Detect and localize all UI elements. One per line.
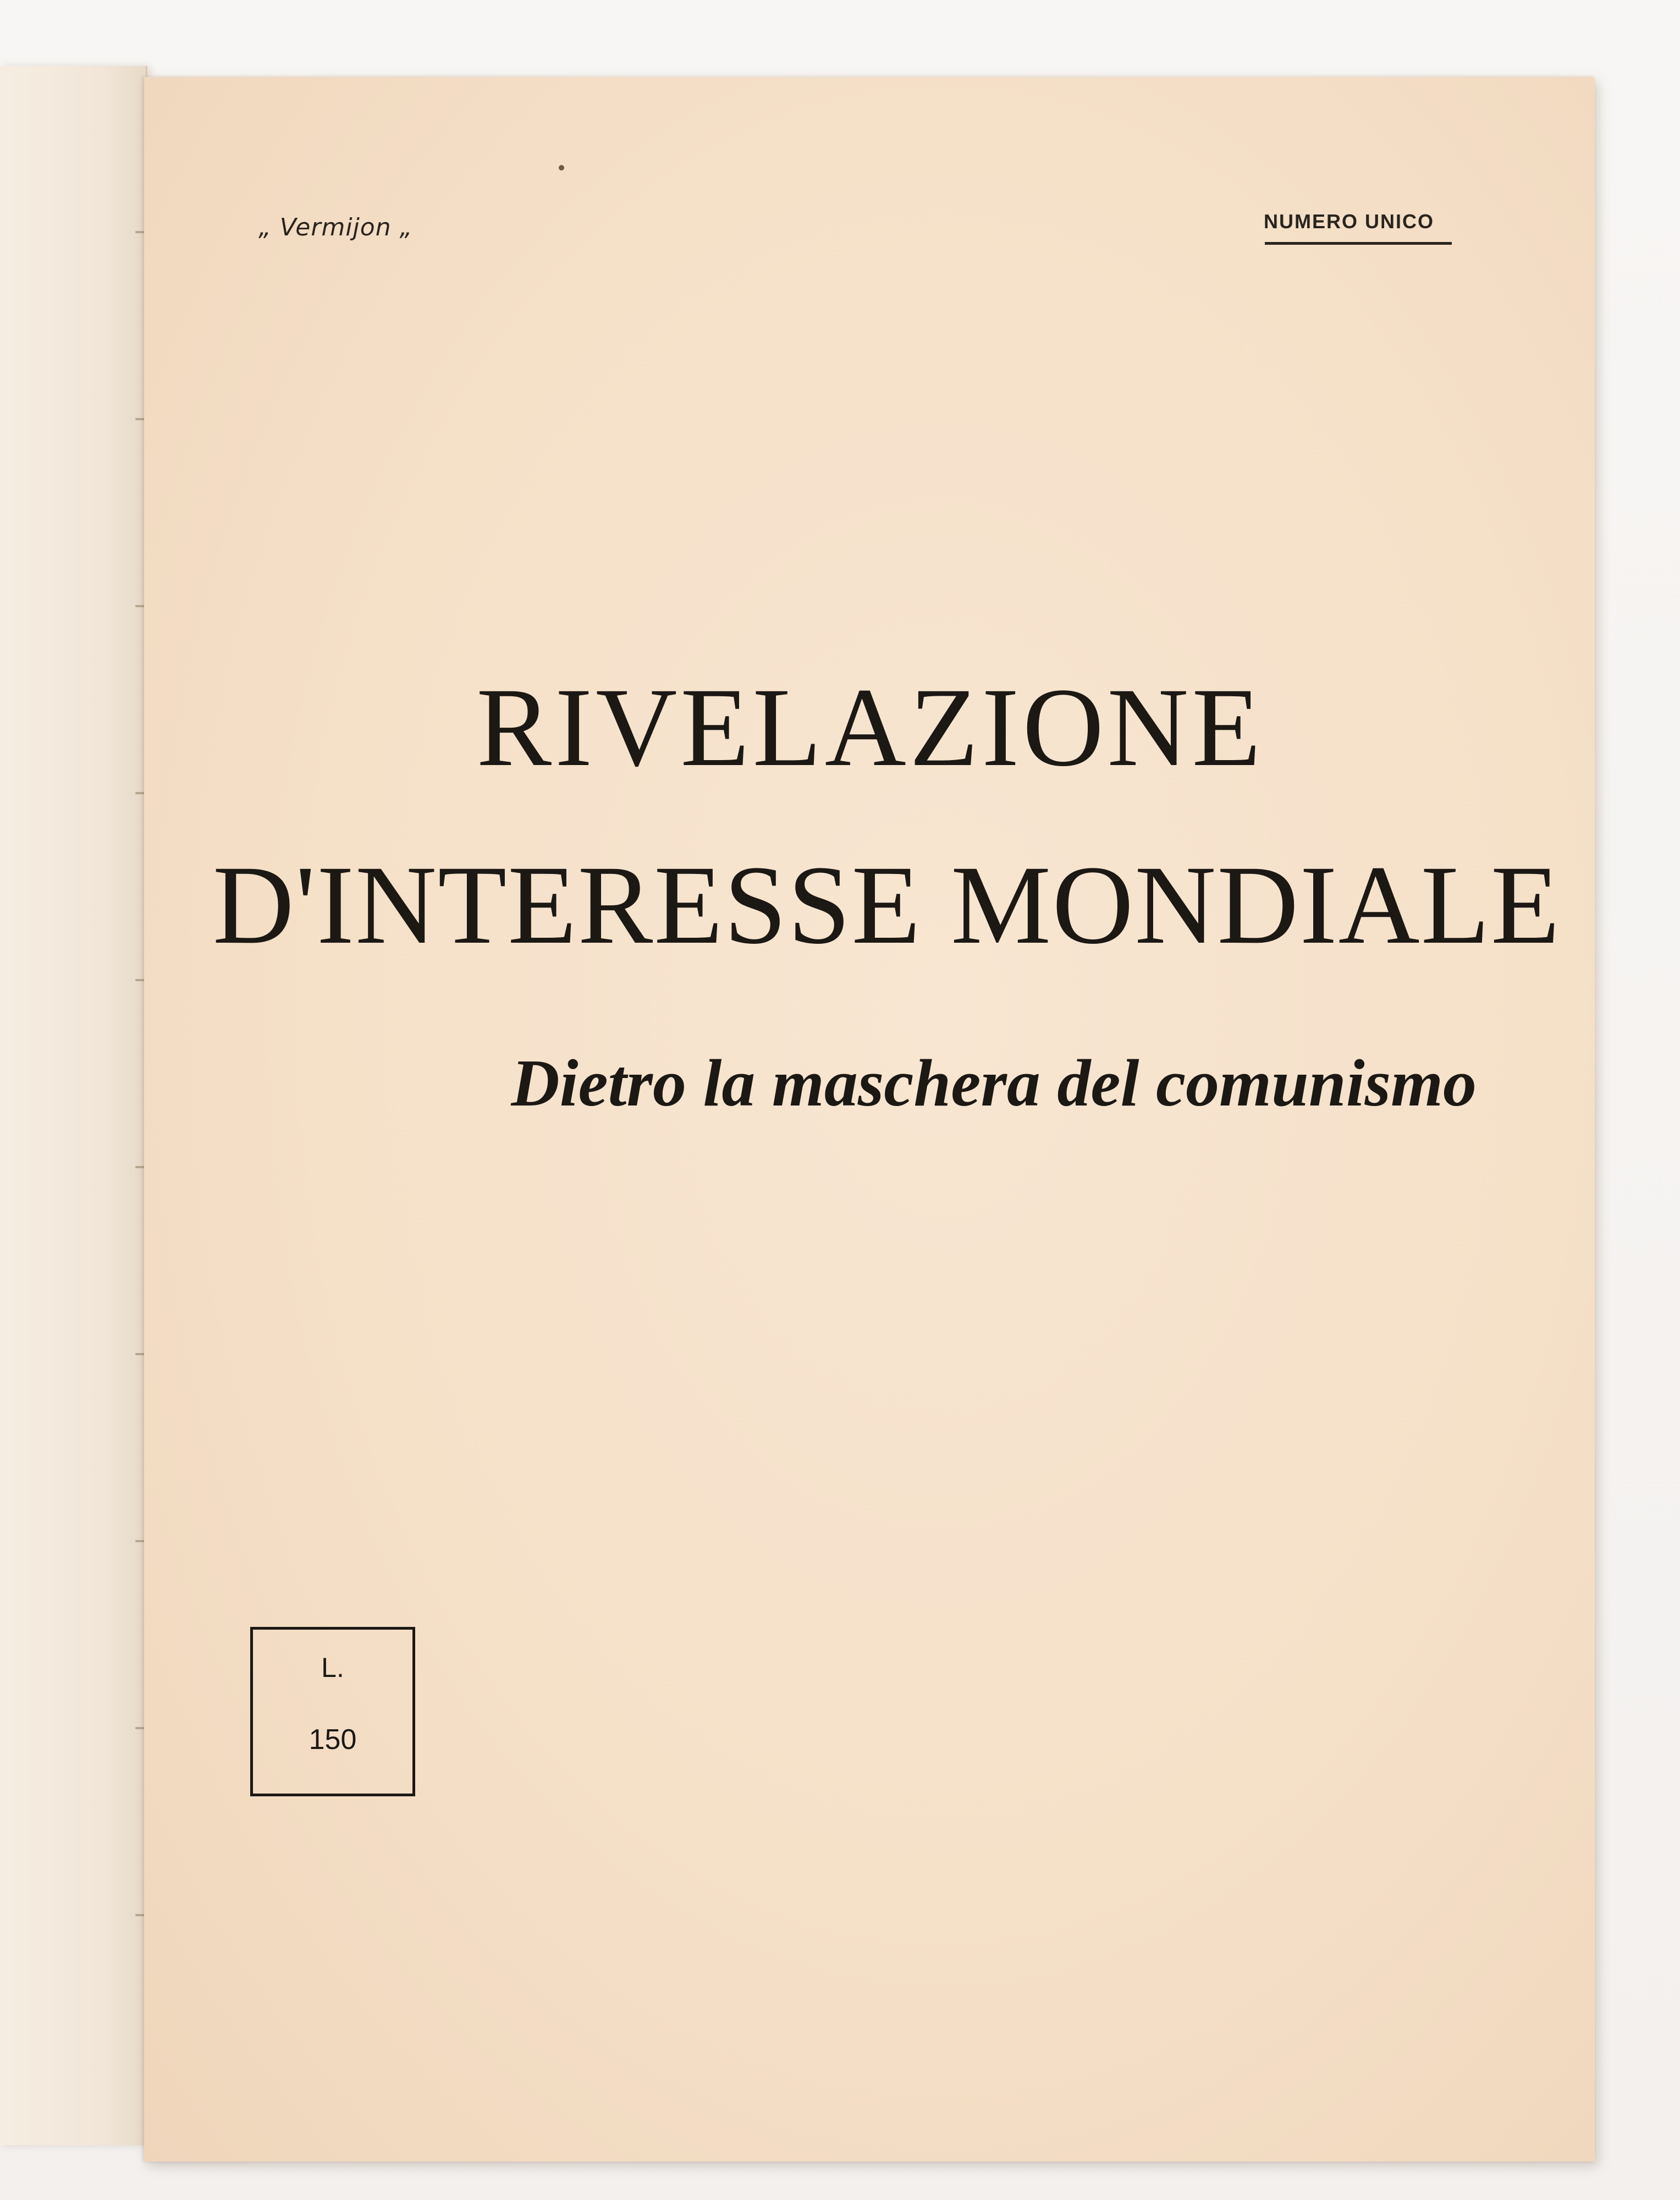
publisher-name: „ Vermijon „: [258, 213, 413, 241]
previous-page-edge: [0, 66, 147, 2145]
paper-speck: [559, 165, 564, 170]
issue-label-underline: [1265, 242, 1452, 245]
price-currency: L.: [321, 1652, 344, 1683]
price-box: [250, 1627, 415, 1796]
issue-label: NUMERO UNICO: [1264, 210, 1434, 233]
price-value: 150: [309, 1724, 357, 1756]
cover-subtitle: Dietro la maschera del comunismo: [511, 1046, 1477, 1120]
cover-title-line-1: RIVELAZIONE: [476, 665, 1264, 790]
cover-title-line-2: D'INTERESSE MONDIALE: [212, 843, 1561, 967]
